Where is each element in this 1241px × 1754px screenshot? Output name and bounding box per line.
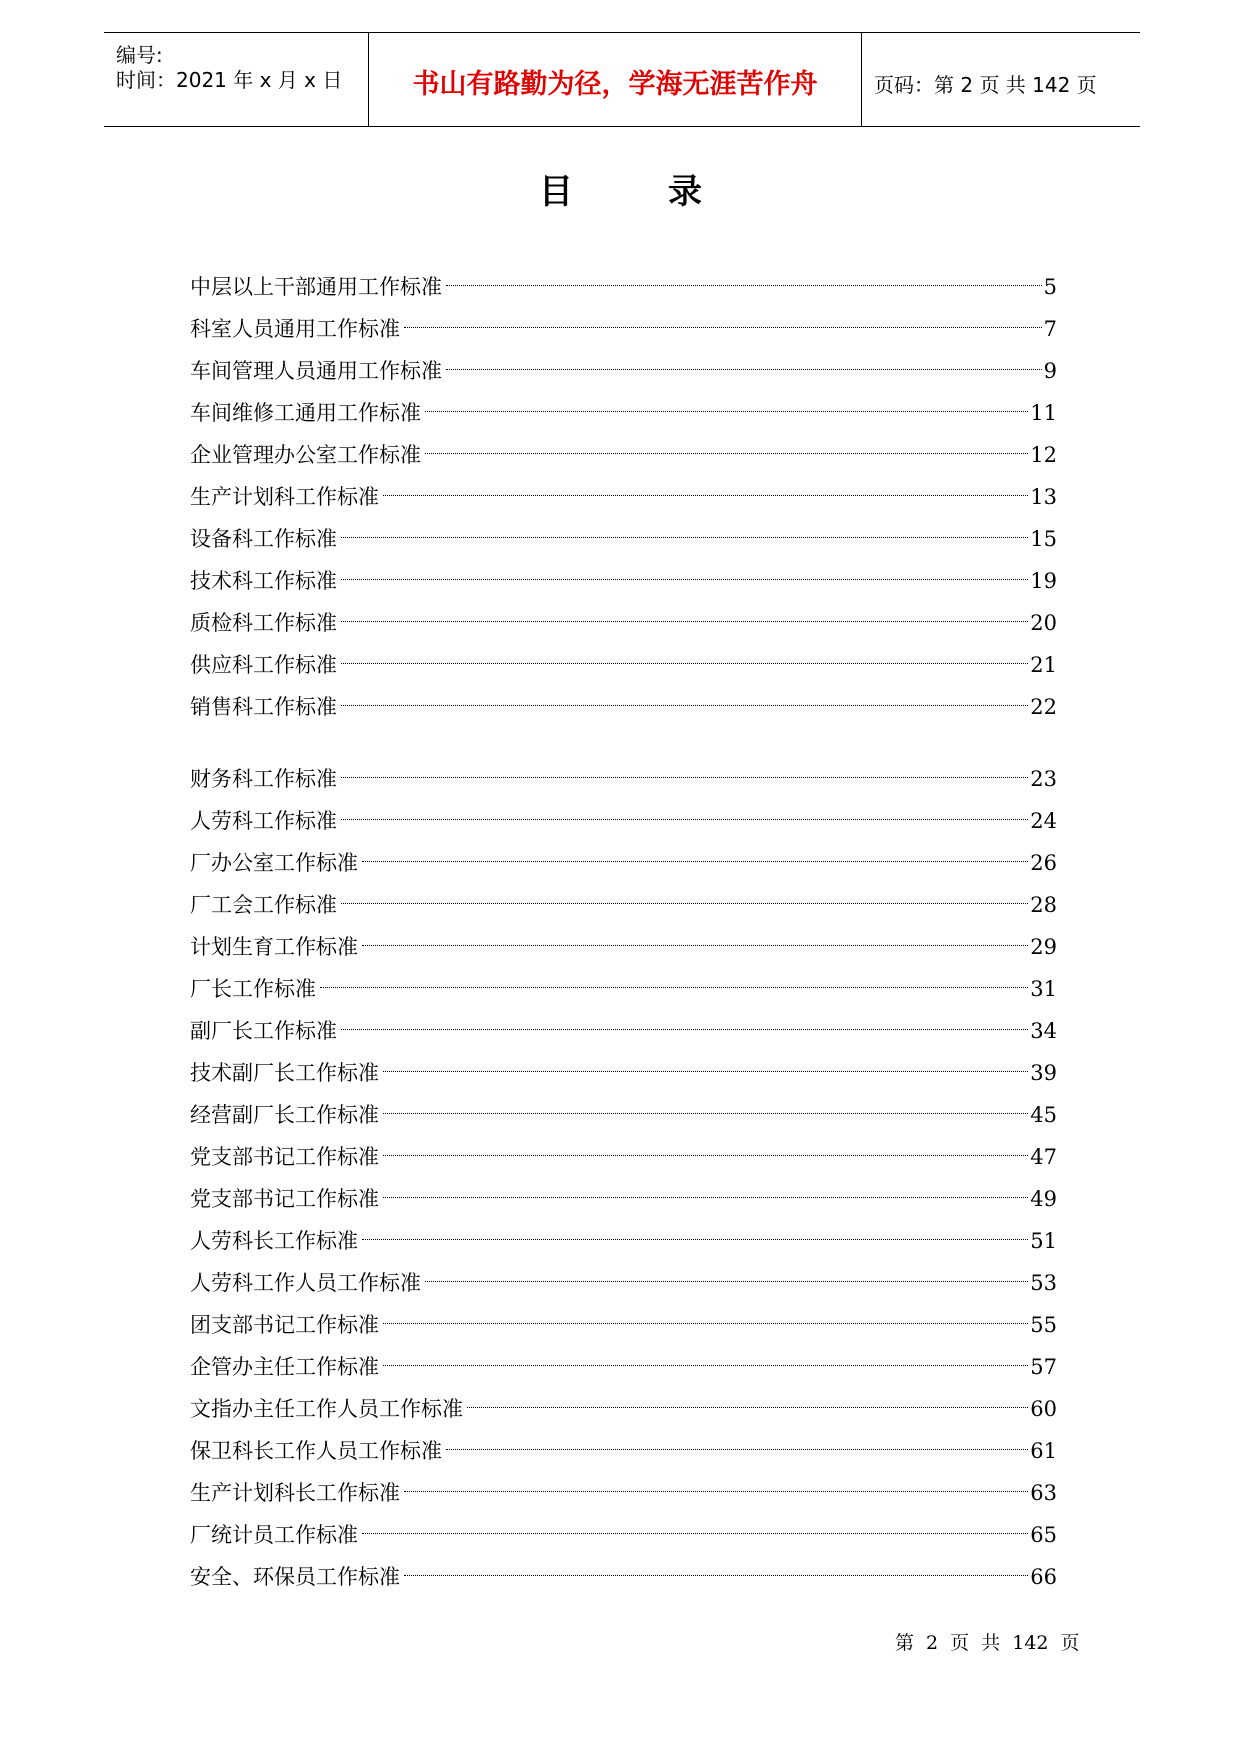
page-footer: 第 2 页 共 142 页 <box>895 1632 1080 1654</box>
header-page-code: 页码：第 2 页 共 142 页 <box>874 73 1097 97</box>
toc-entry-title: 质检科工作标准 <box>190 611 337 635</box>
toc-entry-title: 销售科工作标准 <box>190 695 337 719</box>
header-middle-cell <box>369 33 862 126</box>
toc-entry[interactable] <box>190 884 1057 926</box>
toc-dot-leader <box>341 1029 1028 1030</box>
toc-entry-page: 19 <box>1030 569 1057 593</box>
toc-dot-leader <box>383 1323 1028 1324</box>
toc-entry-page: 34 <box>1030 1019 1057 1043</box>
toc-entry-title: 车间维修工通用工作标准 <box>190 401 421 425</box>
toc-entry[interactable] <box>190 644 1057 686</box>
toc-entry-page: 12 <box>1030 443 1057 467</box>
toc-entry[interactable] <box>190 1388 1057 1430</box>
toc-dot-leader <box>467 1407 1028 1408</box>
toc-entry-page: 7 <box>1043 317 1057 341</box>
toc-entry[interactable] <box>190 392 1057 434</box>
toc-entry-title: 企业管理办公室工作标准 <box>190 443 421 467</box>
table-of-contents <box>190 266 1057 1598</box>
toc-dot-leader <box>404 1491 1028 1492</box>
toc-entry[interactable] <box>190 1304 1057 1346</box>
toc-entry-page: 26 <box>1030 851 1057 875</box>
toc-dot-leader <box>383 1155 1028 1156</box>
toc-entry-page: 20 <box>1030 611 1057 635</box>
toc-entry-page: 24 <box>1030 809 1057 833</box>
header-right-cell <box>862 33 1140 126</box>
toc-entry-title: 人劳科工作人员工作标准 <box>190 1271 421 1295</box>
toc-entry-page: 53 <box>1030 1271 1057 1295</box>
toc-dot-leader <box>446 1449 1028 1450</box>
toc-dot-leader <box>341 705 1028 706</box>
toc-entry-page: 63 <box>1030 1481 1057 1505</box>
toc-dot-leader <box>383 1071 1028 1072</box>
toc-entry-title: 文指办主任工作人员工作标准 <box>190 1397 463 1421</box>
toc-entry-title: 车间管理人员通用工作标准 <box>190 359 442 383</box>
toc-dot-leader <box>446 285 1042 286</box>
toc-entry-title: 生产计划科工作标准 <box>190 485 379 509</box>
toc-entry-page: 60 <box>1030 1397 1057 1421</box>
toc-entry[interactable] <box>190 1472 1057 1514</box>
toc-dot-leader <box>362 945 1028 946</box>
toc-entry-title: 团支部书记工作标准 <box>190 1313 379 1337</box>
toc-dot-leader <box>341 819 1028 820</box>
header-left-cell <box>104 33 369 126</box>
toc-dot-leader <box>383 1197 1028 1198</box>
toc-entry-page: 66 <box>1030 1565 1057 1589</box>
toc-dot-leader <box>362 1239 1028 1240</box>
toc-dot-leader <box>341 579 1028 580</box>
toc-entry-title: 厂工会工作标准 <box>190 893 337 917</box>
toc-entry-page: 9 <box>1043 359 1057 383</box>
toc-entry[interactable] <box>190 1094 1057 1136</box>
toc-entry-page: 15 <box>1030 527 1057 551</box>
toc-entry-title: 供应科工作标准 <box>190 653 337 677</box>
toc-entry-page: 5 <box>1043 275 1057 299</box>
toc-entry-page: 21 <box>1030 653 1057 677</box>
toc-entry[interactable] <box>190 476 1057 518</box>
toc-dot-leader <box>341 663 1028 664</box>
toc-group-1 <box>190 266 1057 728</box>
toc-dot-leader <box>383 1365 1028 1366</box>
toc-entry-title: 设备科工作标准 <box>190 527 337 551</box>
toc-entry-page: 55 <box>1030 1313 1057 1337</box>
toc-dot-leader <box>404 327 1042 328</box>
toc-entry[interactable] <box>190 1262 1057 1304</box>
page-title: 目录 <box>539 172 797 212</box>
toc-entry[interactable] <box>190 1136 1057 1178</box>
toc-entry[interactable] <box>190 350 1057 392</box>
toc-entry[interactable] <box>190 434 1057 476</box>
toc-entry-title: 企管办主任工作标准 <box>190 1355 379 1379</box>
header-motto: 书山有路勤为径，学海无涯苦作舟 <box>412 69 818 100</box>
toc-entry-page: 11 <box>1030 401 1057 425</box>
toc-entry[interactable] <box>190 1514 1057 1556</box>
toc-entry-page: 57 <box>1030 1355 1057 1379</box>
toc-entry[interactable] <box>190 1052 1057 1094</box>
toc-entry[interactable] <box>190 308 1057 350</box>
toc-dot-leader <box>341 903 1028 904</box>
toc-entry-title: 生产计划科长工作标准 <box>190 1481 400 1505</box>
toc-dot-leader <box>320 987 1028 988</box>
toc-entry-page: 51 <box>1030 1229 1057 1253</box>
page-header <box>104 32 1140 127</box>
toc-dot-leader <box>362 861 1028 862</box>
toc-entry[interactable] <box>190 926 1057 968</box>
toc-entry-page: 47 <box>1030 1145 1057 1169</box>
toc-entry[interactable] <box>190 1556 1057 1598</box>
toc-entry-page: 29 <box>1030 935 1057 959</box>
toc-dot-leader <box>425 411 1028 412</box>
toc-entry-title: 经营副厂长工作标准 <box>190 1103 379 1127</box>
toc-entry-title: 厂办公室工作标准 <box>190 851 358 875</box>
toc-entry-title: 计划生育工作标准 <box>190 935 358 959</box>
toc-entry-page: 39 <box>1030 1061 1057 1085</box>
toc-entry-title: 安全、环保员工作标准 <box>190 1565 400 1589</box>
document-number-label: 编号: <box>116 43 163 67</box>
toc-entry-page: 13 <box>1030 485 1057 509</box>
toc-dot-leader <box>425 453 1028 454</box>
toc-entry-title: 技术副厂长工作标准 <box>190 1061 379 1085</box>
toc-dot-leader <box>362 1533 1028 1534</box>
toc-dot-leader <box>446 369 1042 370</box>
toc-entry[interactable] <box>190 968 1057 1010</box>
toc-entry-title: 党支部书记工作标准 <box>190 1187 379 1211</box>
toc-entry[interactable] <box>190 1178 1057 1220</box>
toc-entry[interactable] <box>190 800 1057 842</box>
toc-entry-page: 65 <box>1030 1523 1057 1547</box>
toc-entry-title: 人劳科工作标准 <box>190 809 337 833</box>
toc-entry-page: 28 <box>1030 893 1057 917</box>
toc-entry-page: 31 <box>1030 977 1057 1001</box>
toc-entry[interactable] <box>190 1346 1057 1388</box>
toc-dot-leader <box>383 495 1028 496</box>
toc-dot-leader <box>425 1281 1028 1282</box>
toc-entry-title: 人劳科长工作标准 <box>190 1229 358 1253</box>
toc-entry-page: 23 <box>1030 767 1057 791</box>
toc-entry[interactable] <box>190 842 1057 884</box>
toc-entry-title: 厂统计员工作标准 <box>190 1523 358 1547</box>
toc-entry-title: 副厂长工作标准 <box>190 1019 337 1043</box>
toc-entry-page: 45 <box>1030 1103 1057 1127</box>
toc-entry[interactable] <box>190 1010 1057 1052</box>
toc-entry-page: 61 <box>1030 1439 1057 1463</box>
toc-dot-leader <box>341 621 1028 622</box>
toc-entry[interactable] <box>190 1220 1057 1262</box>
toc-entry-title: 保卫科长工作人员工作标准 <box>190 1439 442 1463</box>
toc-entry[interactable] <box>190 518 1057 560</box>
document-time: 时间：2021 年 x 月 x 日 <box>116 68 343 92</box>
toc-entry-title: 中层以上干部通用工作标准 <box>190 275 442 299</box>
toc-entry-title: 党支部书记工作标准 <box>190 1145 379 1169</box>
toc-entry[interactable] <box>190 266 1057 308</box>
toc-entry[interactable] <box>190 686 1057 728</box>
toc-dot-leader <box>341 777 1028 778</box>
toc-dot-leader <box>341 537 1028 538</box>
toc-entry[interactable] <box>190 1430 1057 1472</box>
toc-entry-title: 技术科工作标准 <box>190 569 337 593</box>
toc-entry-page: 49 <box>1030 1187 1057 1211</box>
toc-entry-title: 科室人员通用工作标准 <box>190 317 400 341</box>
toc-entry-page: 22 <box>1030 695 1057 719</box>
toc-dot-leader <box>404 1575 1028 1576</box>
toc-entry[interactable] <box>190 602 1057 644</box>
toc-group-2 <box>190 758 1057 1598</box>
toc-entry-title: 财务科工作标准 <box>190 767 337 791</box>
toc-dot-leader <box>383 1113 1028 1114</box>
toc-entry[interactable] <box>190 560 1057 602</box>
toc-entry-title: 厂长工作标准 <box>190 977 316 1001</box>
toc-entry[interactable] <box>190 758 1057 800</box>
